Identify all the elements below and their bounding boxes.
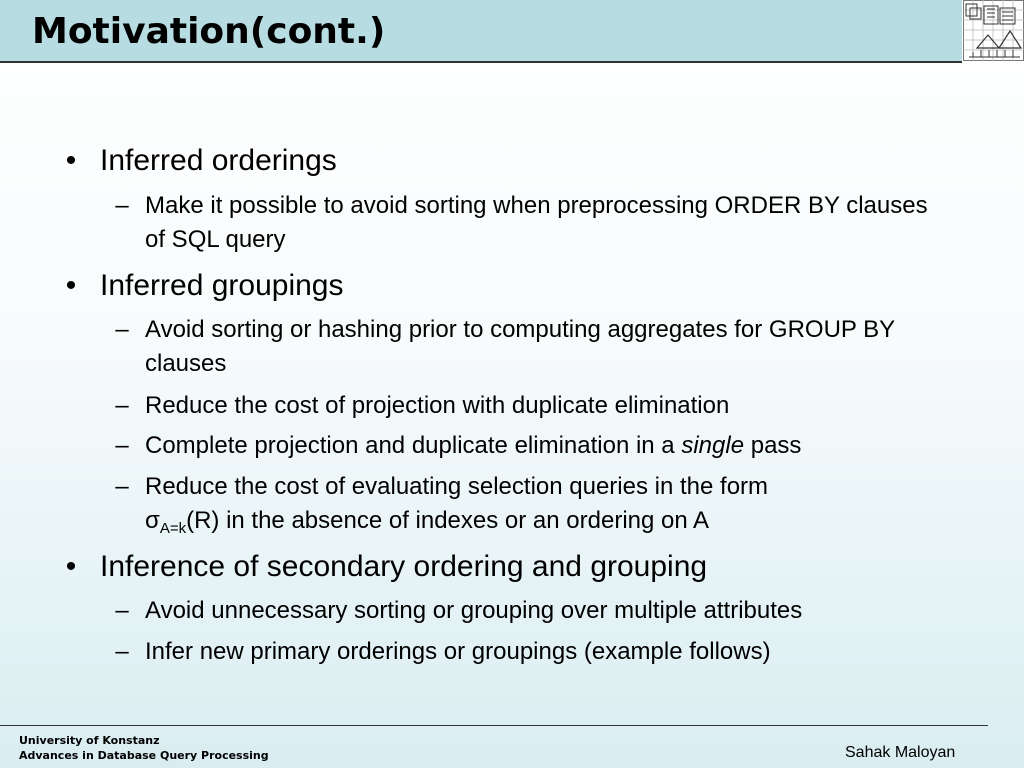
subbullet-marker: – xyxy=(115,192,129,219)
bullet-text: Inferred orderings xyxy=(100,144,337,177)
subbullet-text xyxy=(145,429,935,463)
footer-institution: University of Konstanz xyxy=(19,734,160,747)
bullet-marker: • xyxy=(65,550,77,583)
subbullet-marker: – xyxy=(115,638,129,665)
sigma-symbol: σ xyxy=(145,507,160,534)
sigma-subscript: A=k xyxy=(159,520,187,537)
bullet-marker: • xyxy=(65,269,77,302)
subbullet-marker: – xyxy=(115,316,129,343)
subbullet-text: Infer new primary orderings or groupings (example follows) xyxy=(145,638,771,665)
bullet-text: Inference of secondary ordering and grouping xyxy=(100,550,708,583)
footer-author: Sahak Maloyan xyxy=(845,744,956,761)
selection-query-line-1: Reduce the cost of evaluating selection queries in the form xyxy=(145,473,769,500)
footer-course: Advances in Database Query Processing xyxy=(19,749,269,762)
subbullet-text: Reduce the cost of projection with duplicate elimination xyxy=(145,392,730,419)
single-emphasis: single xyxy=(681,432,745,459)
slide-title: Motivation(cont.) xyxy=(32,11,386,52)
single-pass-suffix: pass xyxy=(744,432,802,459)
bullet-text: Inferred groupings xyxy=(100,269,344,302)
selection-query-line-2: (R) in the absence of indexes or an ordering on A xyxy=(186,507,710,534)
footer-divider xyxy=(0,725,988,726)
subbullet-text xyxy=(145,470,935,546)
single-pass-prefix: Complete projection and duplicate elimination in a xyxy=(145,432,682,459)
subbullet-marker: – xyxy=(115,597,129,624)
subbullet-text: Avoid sorting or hashing prior to computing aggregates for GROUP BY clauses xyxy=(145,316,895,377)
subbullet-marker: – xyxy=(115,473,129,500)
subbullet-marker: – xyxy=(115,432,129,459)
subbullet-text: Avoid unnecessary sorting or grouping over multiple attributes xyxy=(145,597,803,624)
subbullet-text: Make it possible to avoid sorting when preprocessing ORDER BY clauses of SQL query xyxy=(145,192,928,253)
footer-course-info xyxy=(19,733,269,763)
bullet-marker: • xyxy=(65,144,77,177)
subbullet-marker: – xyxy=(115,392,129,419)
